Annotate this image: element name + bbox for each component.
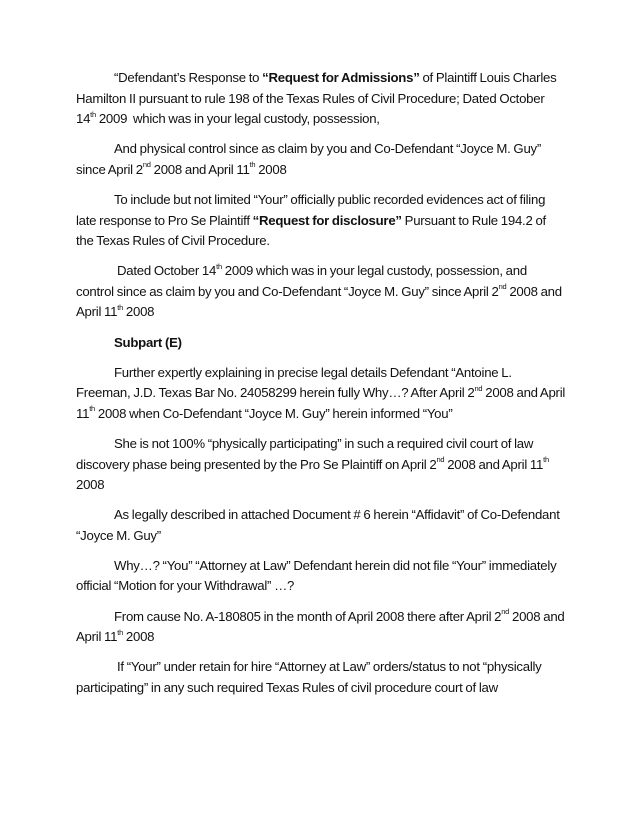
text-run: 2008 (123, 304, 155, 320)
bold-title-request-for-disclosure: “Request for disclosure” (252, 212, 402, 228)
text-run: “Defendant’s Response to (114, 70, 263, 85)
paragraph-further-explaining (76, 363, 566, 425)
ordinal-suffix: th (249, 160, 256, 170)
ordinal-suffix: nd (436, 455, 445, 465)
text-run: From cause No. A-180805 in the month of April 2008 there after April 2 (114, 608, 502, 624)
text-run: 2008 and April 11 (444, 456, 544, 472)
paragraph-dated-october (76, 261, 566, 323)
text-run: Pursuant to Rule 194.2 of the Texas Rules of Civil Procedure. (76, 212, 549, 249)
ordinal-suffix: nd (498, 282, 507, 292)
text-run: 2008 and April 11 (76, 385, 568, 421)
ordinal-suffix: th (90, 109, 96, 119)
ordinal-suffix: nd (501, 607, 510, 617)
paragraph-affidavit-reference: As legally described in attached Document # 6 herein “Affidavit” of Co-Defendant “Joyce M. Guy” (76, 507, 563, 543)
text-run: 2009 which was in your legal custody, possession, (95, 111, 380, 127)
text-run: 2008 when Co-Defendant “Joyce M. Guy” herein informed “You” (94, 405, 453, 421)
text-run: 2008 and April 11 (76, 608, 567, 645)
text-run: of Plaintiff Louis Charles Hamilton II pursuant to rule 198 of the Texas Rules of Civil Procedure; Dated October 14 (76, 70, 560, 127)
text-run: And physical control since as claim by you and Co-Defendant “Joyce M. Guy” since April 2 (76, 141, 544, 177)
ordinal-suffix: th (117, 303, 123, 313)
ordinal-suffix: nd (142, 160, 151, 170)
paragraph-defendant-response (76, 68, 566, 130)
text-run: 2008 and April 11 (150, 161, 250, 177)
ordinal-suffix: th (216, 261, 222, 271)
paragraph-cause-number (76, 607, 566, 648)
subpart-heading: Subpart (E) (114, 334, 182, 350)
text-run: She is not 100% “physically participating” in such a required civil court of law discovery phase being presented by the Pro Se Plaintiff on April 2 (76, 435, 537, 472)
paragraph-physical-control (76, 139, 566, 180)
document-page (76, 68, 566, 708)
text-run: 2008 and April 11 (76, 283, 565, 320)
paragraph-not-physically-participating (76, 434, 566, 496)
paragraph-motion-for-withdrawal: Why…? “You” “Attorney at Law” Defendant herein did not file “Your” immediately official “Motion for your Withdrawal” …? (76, 557, 560, 594)
text-run: To include but not limited “Your” officially public recorded evidences act of filing late response to Pro Se Plaintiff (76, 191, 549, 228)
text-run: 2008 (123, 629, 155, 645)
text-run: 2008 (76, 456, 552, 493)
ordinal-suffix: nd (474, 383, 483, 393)
ordinal-suffix: th (117, 627, 123, 637)
text-run: Further expertly explaining in precise legal details Defendant “Antoine L. Freeman, J.D. Texas Bar No. 24058299 herein fully Why…? After April 2 (76, 364, 515, 401)
ordinal-suffix: th (543, 455, 549, 465)
bold-title-request-for-admissions: “Request for Admissions” (262, 70, 420, 85)
paragraph-under-retain: If “Your” under retain for hire “Attorney at Law” orders/status to not “physically participating” in any such required Texas Rules of civil procedure court of law (76, 659, 545, 695)
paragraph-include-but-not-limited (76, 190, 566, 252)
text-run: 2008 (255, 161, 287, 177)
text-run: Dated October 14 (117, 263, 217, 279)
text-run: 2009 which was in your legal custody, possession, and control since as claim by you and Co-Defendant “Joyce M. Guy” since April 2 (76, 263, 530, 299)
ordinal-suffix: th (89, 404, 95, 414)
